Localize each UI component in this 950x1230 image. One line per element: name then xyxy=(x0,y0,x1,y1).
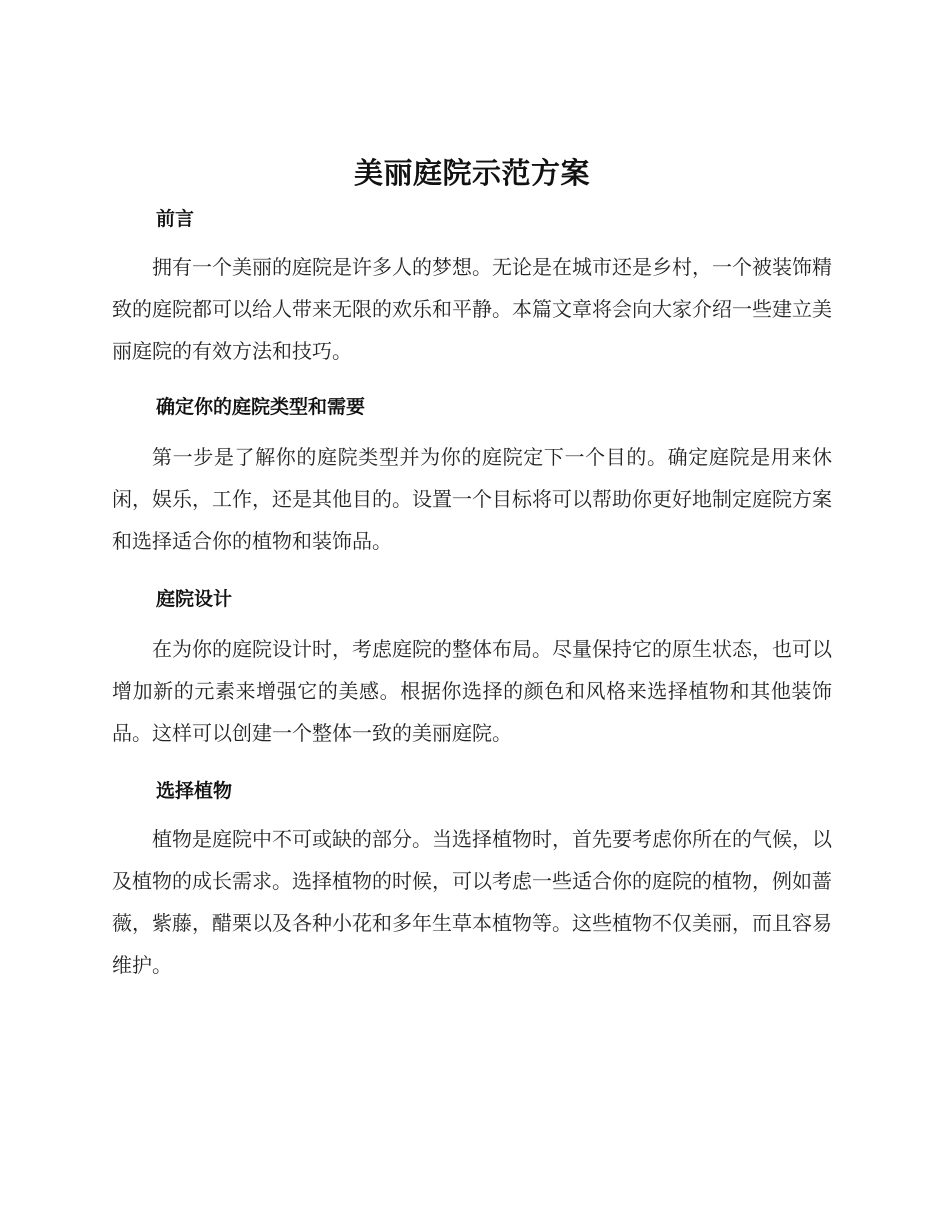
section-heading-preface: 前言 xyxy=(156,208,195,230)
document-title: 美丽庭院示范方案 xyxy=(353,156,590,190)
section-heading-garden-design: 庭院设计 xyxy=(156,588,233,610)
section-paragraph-choose-plants: 植物是庭院中不可或缺的部分。当选择植物时，首先要考虑你所在的气候，以及植物的成长需求。选择植物的时候，可以考虑一些适合你的庭院的植物，例如蔷薇，紫藤，醋栗以及各种小花和多年生草本植物等。这些植物不仅美丽，而且容易维护。 xyxy=(112,827,832,977)
section-paragraph-garden-type: 第一步是了解你的庭院类型并为你的庭院定下一个目的。确定庭院是用来休闲，娱乐，工作，还是其他目的。设置一个目标将可以帮助你更好地制定庭院方案和选择适合你的植物和装饰品。 xyxy=(112,445,832,553)
section-paragraph-garden-design: 在为你的庭院设计时，考虑庭院的整体布局。尽量保持它的原生状态，也可以增加新的元素来增强它的美感。根据你选择的颜色和风格来选择植物和其他装饰品。这样可以创建一个整体一致的美丽庭院。 xyxy=(112,637,832,745)
document-body xyxy=(112,150,832,986)
section-heading-garden-type: 确定你的庭院类型和需要 xyxy=(156,396,366,418)
section-paragraph-preface: 拥有一个美丽的庭院是许多人的梦想。无论是在城市还是乡村，一个被装饰精致的庭院都可以给人带来无限的欢乐和平静。本篇文章将会向大家介绍一些建立美丽庭院的有效方法和技巧。 xyxy=(112,255,832,363)
section-heading-choose-plants: 选择植物 xyxy=(156,780,233,802)
